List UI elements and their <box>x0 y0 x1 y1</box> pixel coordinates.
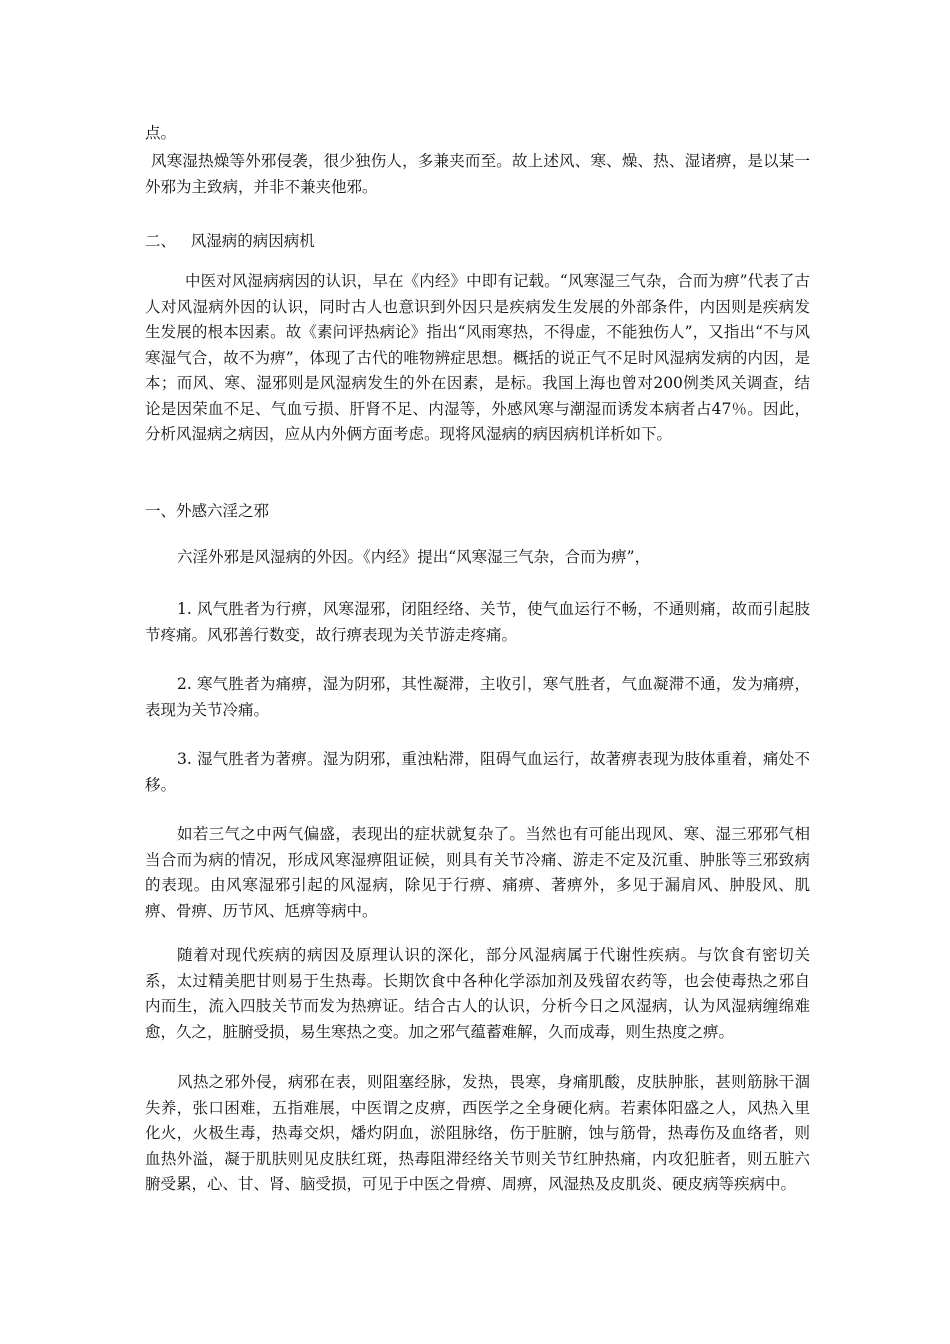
paragraph-six-excesses: 六淫外邪是风湿病的外因。《内经》提出“风寒湿三气杂，合而为痹”， <box>177 548 651 566</box>
paragraph-fragment: 点。 <box>145 124 177 142</box>
section-heading-etiology: 二、 风湿病的病因病机 <box>145 232 315 250</box>
paragraph-metabolic-disease: 随着对现代疾病的病因及原理认识的深化，部分风湿病属于代谢性疾病。与饮食有密切关系，太过精美肥甘则易于生热毒。长期饮食中各种化学添加剂及残留农药等，也会使毒热之邪自内而生，流入四肢关节而发为热痹证。结合古人的认识，分析今日之风湿病，认为风湿病缠绵难愈，久之，脏腑受损，易生寒热之变。加之邪气蕴蓄难解，久而成毒，则生热度之痹。 <box>145 946 810 1041</box>
paragraph-external-pathogens: 风寒湿热燥等外邪侵袭，很少独伤人，多兼夹而至。故上述风、寒、燥、热、湿诸痹，是以某一外邪为主致病，并非不兼夹他邪。 <box>145 152 810 196</box>
subsection-heading-six-excesses: 一、外感六淫之邪 <box>145 502 270 520</box>
list-item-cold-bi: 2. 寒气胜者为痛痹，湿为阴邪，其性凝滞，主收引，寒气胜者，气血凝滞不通，发为痛痹，表现为关节冷痛。 <box>145 675 810 719</box>
paragraph-wind-heat: 风热之邪外侵，病邪在表，则阻塞经脉，发热，畏寒，身痛肌酸，皮肤肿胀，甚则筋脉干涸失养，张口困难，五指难展，中医谓之皮痹，西医学之全身硬化病。若素体阳盛之人，风热入里化火，火极生毒，热毒交炽，燔灼阴血，淤阻脉络，伤于脏腑，蚀与筋骨，热毒伤及血络者，则血热外溢，凝于肌肤则见皮肤红斑，热毒阻滞经络关节则关节红肿热痛，内攻犯脏者，则五脏六腑受累，心、甘、肾、脑受损，可见于中医之骨痹、周痹，风湿热及皮肌炎、硬皮病等疾病中。 <box>145 1073 810 1193</box>
list-item-wind-bi: 1. 风气胜者为行痹，风寒湿邪，闭阻经络、关节，使气血运行不畅，不通则痛，故而引起肢节疼痛。风邪善行数变，故行痹表现为关节游走疼痛。 <box>145 600 810 644</box>
paragraph-combined-pathogens: 如若三气之中两气偏盛，表现出的症状就复杂了。当然也有可能出现风、寒、湿三邪邪气相当合而为病的情况，形成风寒湿痹阻证候，则具有关节冷痛、游走不定及沉重、肿胀等三邪致病的表现。由风寒湿邪引起的风湿病，除见于行痹、痛痹、著痹外，多见于漏肩风、肿股风、肌痹、骨痹、历节风、尪痹等病中。 <box>145 825 810 920</box>
paragraph-etiology-intro: 中医对风湿病病因的认识，早在《内经》中即有记载。“风寒湿三气杂，合而为痹”代表了古人对风湿病外因的认识，同时古人也意识到外因只是疾病发生发展的外部条件，内因则是疾病发生发展的根本因素。故《素问评热病论》指出“风雨寒热，不得虚，不能独伤人”，又指出“不与风寒湿气合，故不为痹”，体现了古代的唯物辨症思想。概括的说正气不足时风湿病发病的内因，是本；而风、寒、湿邪则是风湿病发生的外在因素，是标。我国上海也曾对200例类风关调查，结论是因荣血不足、气血亏损、肝肾不足、内湿等，外感风寒与潮湿而诱发本病者占47％。因此，分析风湿病之病因，应从内外俩方面考虑。现将风湿病的病因病机详析如下。 <box>145 272 810 443</box>
list-item-damp-bi: 3. 湿气胜者为著痹。湿为阴邪，重浊粘滞，阻碍气血运行，故著痹表现为肢体重着，痛处不移。 <box>145 750 810 794</box>
